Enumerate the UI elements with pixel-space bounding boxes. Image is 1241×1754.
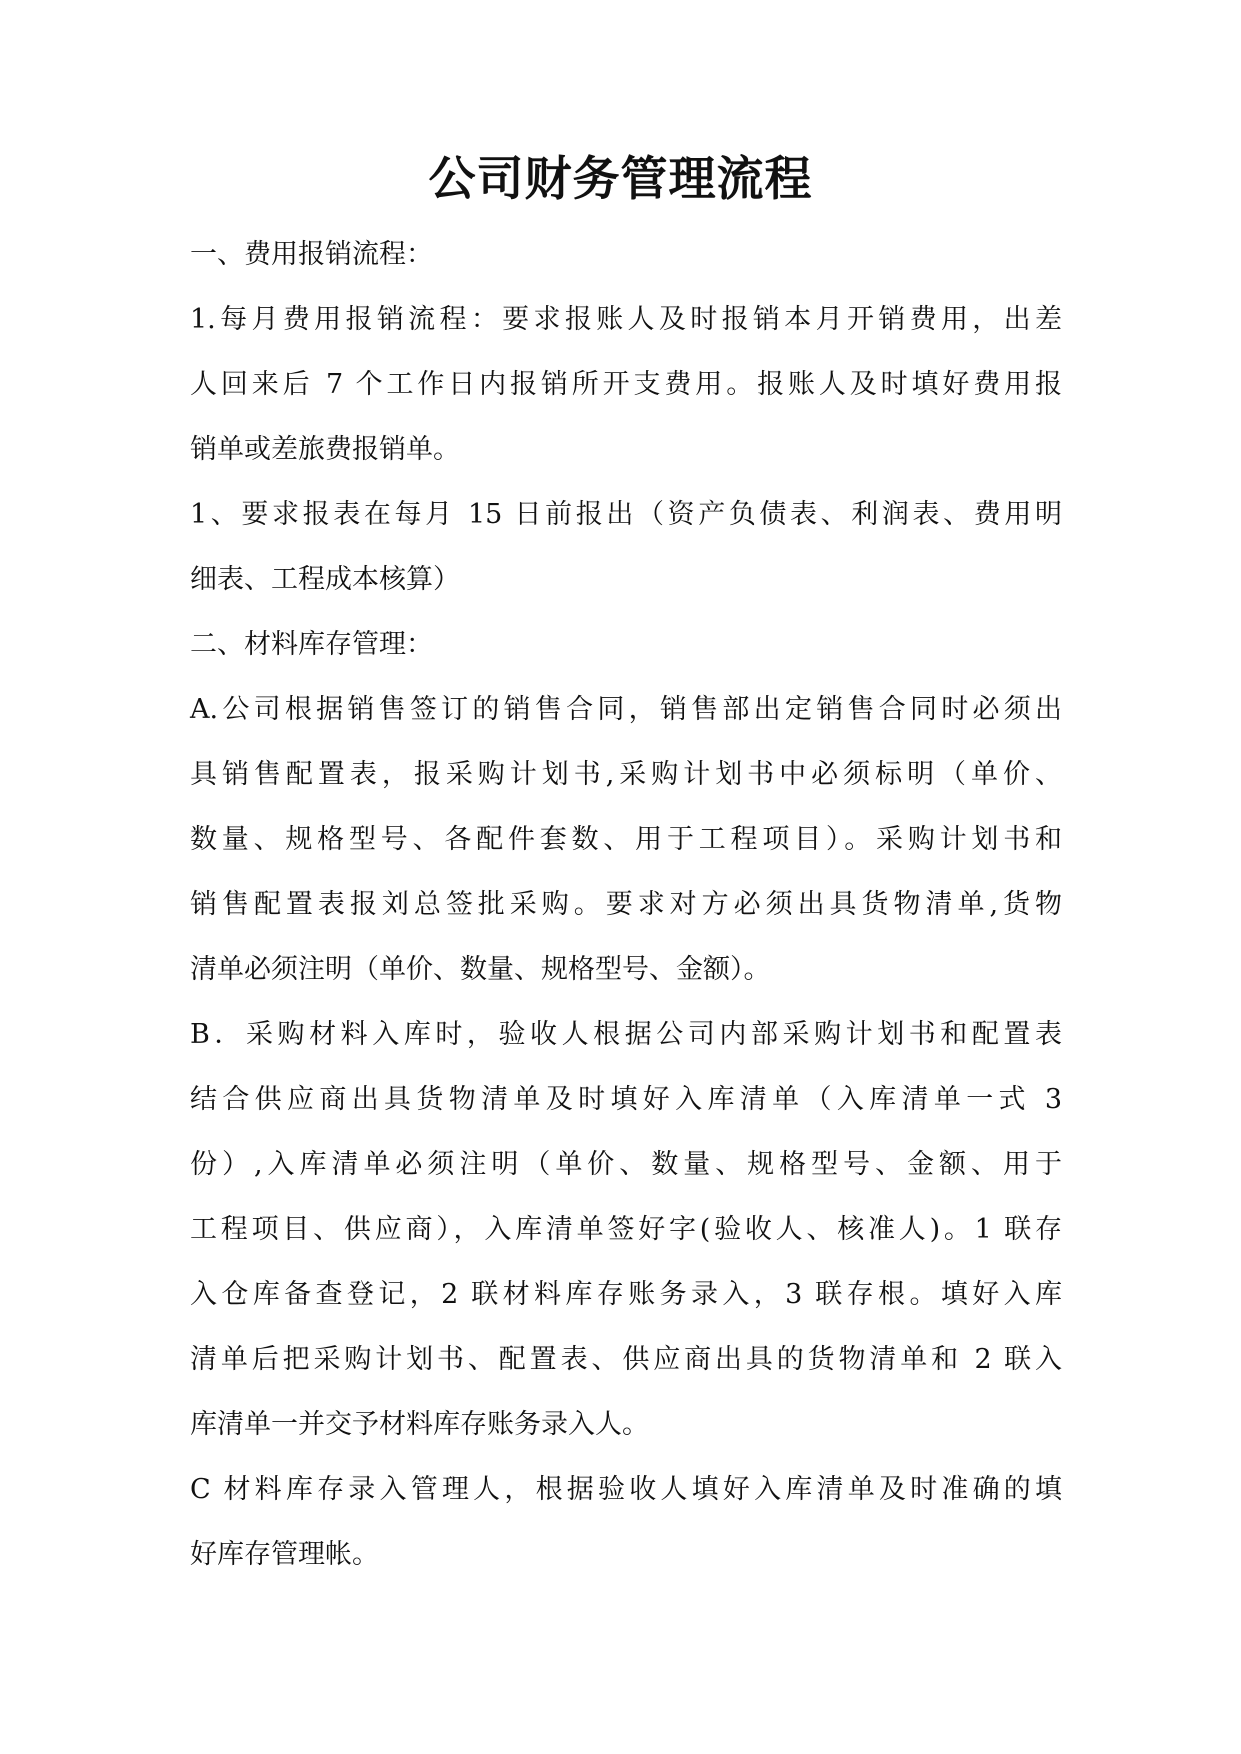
body-line: 清单后把采购计划书、配置表、供应商出具的货物清单和 2 联入 xyxy=(190,1344,1062,1375)
body-line: C 材料库存录入管理人，根据验收人填好入库清单及时准确的填 xyxy=(190,1474,1062,1505)
body-line: 数量、规格型号、各配件套数、用于工程项目）。采购计划书和 xyxy=(190,824,1062,855)
body-line: 1、要求报表在每月 15 日前报出（资产负债表、利润表、费用明 xyxy=(190,499,1062,530)
body-line: 工程项目、供应商），入库清单签好字(验收人、核准人)。1 联存 xyxy=(190,1214,1062,1245)
document-body xyxy=(190,222,1062,1587)
body-line: 细表、工程成本核算） xyxy=(190,564,460,595)
body-line: 结合供应商出具货物清单及时填好入库清单（入库清单一式 3 xyxy=(190,1084,1062,1115)
body-line: 份）,入库清单必须注明（单价、数量、规格型号、金额、用于 xyxy=(190,1149,1062,1180)
body-line: 一、费用报销流程： xyxy=(190,239,433,270)
body-line: A.公司根据销售签订的销售合同，销售部出定销售合同时必须出 xyxy=(190,694,1062,725)
document-title: 公司财务管理流程 xyxy=(428,152,813,207)
body-line: 销售配置表报刘总签批采购。要求对方必须出具货物清单,货物 xyxy=(190,889,1062,920)
body-line: 入仓库备查登记，2 联材料库存账务录入，3 联存根。填好入库 xyxy=(190,1279,1062,1310)
body-line: 人回来后 7 个工作日内报销所开支费用。报账人及时填好费用报 xyxy=(190,369,1062,400)
body-line: 销单或差旅费报销单。 xyxy=(190,434,460,465)
body-line: 库清单一并交予材料库存账务录入人。 xyxy=(190,1409,649,1440)
body-line: 具销售配置表，报采购计划书,采购计划书中必须标明（单价、 xyxy=(190,759,1062,790)
body-line: 清单必须注明（单价、数量、规格型号、金额）。 xyxy=(190,954,771,985)
body-line: B．采购材料入库时，验收人根据公司内部采购计划书和配置表 xyxy=(190,1019,1062,1050)
body-line: 1.每月费用报销流程：要求报账人及时报销本月开销费用，出差 xyxy=(190,304,1062,335)
body-line: 二、材料库存管理： xyxy=(190,629,433,660)
body-line: 好库存管理帐。 xyxy=(190,1539,379,1570)
